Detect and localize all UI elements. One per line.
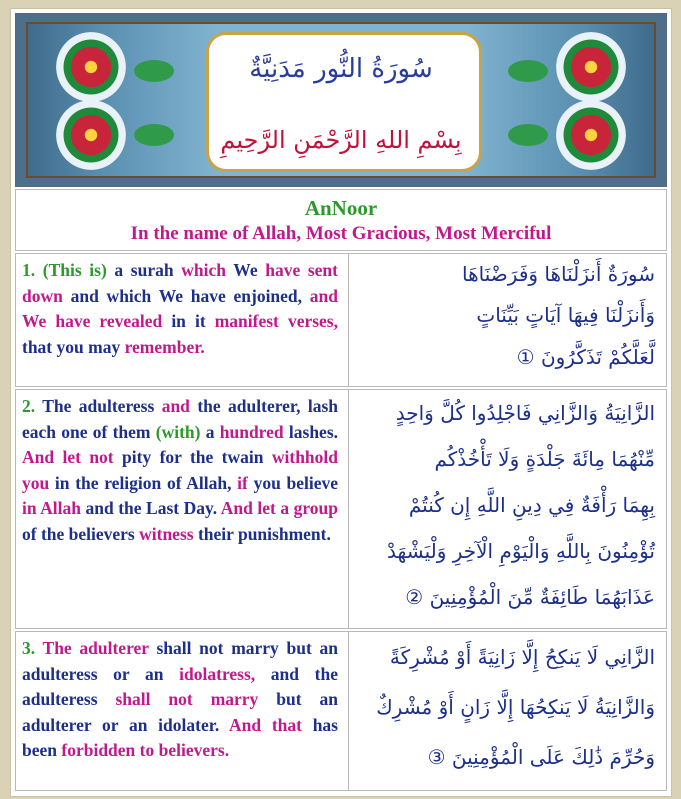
arabic-line: وَحُرِّمَ ذَٰلِكَ عَلَى الْمُؤْمِنِينَ ③: [427, 745, 655, 769]
verse-text-segment: and the Last Day.: [80, 498, 221, 518]
arabic-line: مِّنْهُمَا مِائَةَ جَلْدَةٍ وَلَا تَأْخُذْكُم: [434, 447, 655, 471]
surah-title-arabic: سُورَةُ النُّور مَدَنِيَّةٌ: [249, 54, 433, 84]
arabic-line: لَّعَلَّكُمْ تَذَكَّرُونَ ①: [516, 344, 655, 369]
verse-english: [22, 258, 338, 360]
verse-text-segment: in it: [162, 311, 215, 331]
verse-text-segment: but an adulterer or an idolater.: [22, 689, 338, 735]
flower-ornament-icon: [556, 100, 626, 170]
verse-text-segment: hundred: [219, 421, 284, 442]
flower-ornament-icon: [56, 32, 126, 102]
arabic-line: عَذَابَهُمَا طَائِفَةٌ مِّنَ الْمُؤْمِنِينَ ②: [405, 585, 655, 609]
header-banner: [15, 13, 667, 187]
arabic-line: وَالزَّانِيَةُ لَا يَنكِحُهَا إِلَّا زَانٍ أَوْ مُشْرِكٌ: [376, 695, 655, 719]
verse-text-segment: idolatress,: [179, 663, 256, 684]
verse-text-segment: the adulterer,: [197, 396, 301, 416]
verse-text-segment: a: [200, 421, 220, 442]
verse-text-segment: The: [35, 396, 79, 416]
surah-name: AnNoor: [304, 196, 378, 220]
verse-text-segment: 3.: [22, 638, 36, 658]
verse-text-segment: if: [237, 472, 248, 493]
verse-text-segment: you believe: [247, 472, 338, 493]
verse-row: [15, 389, 667, 629]
verse-text-segment: their punishment.: [193, 523, 331, 544]
verse-text-segment: and the adulteress: [22, 663, 338, 709]
verse-text-segment: lash each one of them: [22, 396, 339, 442]
verse-english: [22, 394, 338, 547]
verse-text-segment: shall not marry but an: [148, 638, 339, 658]
verse-text-segment: And that: [229, 714, 302, 735]
verse-text-segment: and: [154, 396, 198, 416]
verse-text-segment: withhold you: [22, 447, 339, 493]
verse-text-segment: have sent down: [22, 260, 338, 306]
verse-text-segment: remember.: [124, 336, 205, 357]
leaf-ornament-icon: [508, 60, 548, 82]
basmala-arabic: بِسْمِ اللهِ الرَّحْمَنِ الرَّحِيمِ: [220, 126, 462, 154]
verse-text-segment: And let a group: [220, 498, 338, 518]
verse-text-segment: of the believers: [22, 523, 140, 544]
verse-text-segment: forbidden to believers.: [61, 740, 230, 760]
flower-ornament-icon: [556, 32, 626, 102]
verse-text-segment: or an: [97, 663, 180, 684]
arabic-line: الزَّانِيَةُ وَالزَّانِي فَاجْلِدُوا كُلَّ وَاحِدٍ: [395, 401, 655, 425]
verse-text-segment: and We have revealed: [22, 285, 338, 331]
page: [10, 8, 672, 797]
verse-row: [15, 631, 667, 791]
verse-text-segment: 2.: [22, 396, 36, 416]
leaf-ornament-icon: [508, 124, 548, 146]
flower-ornament-icon: [56, 100, 126, 170]
arabic-line: تُؤْمِنُونَ بِاللَّهِ وَالْيَوْمِ الْآخِرِ وَلْيَشْهَدْ: [387, 539, 655, 563]
arabic-line: سُورَةٌ أَنزَلْنَاهَا وَفَرَضْنَاهَا: [462, 262, 655, 286]
verse-text-segment: witness: [139, 523, 194, 544]
basmala-english: In the name of Allah, Most Gracious, Most Merciful: [130, 223, 552, 244]
verse-text-segment: adulteress: [78, 396, 155, 416]
verse-text-segment: which: [181, 260, 226, 280]
verse-text-segment: a surah: [106, 260, 182, 280]
verse-text-segment: and which We have enjoined,: [62, 285, 310, 306]
verse-row: [15, 253, 667, 387]
verse-text-segment: in Allah: [22, 498, 81, 518]
verse-text-segment: in the religion of Allah,: [49, 472, 238, 493]
verse-text-segment: has been: [22, 714, 338, 760]
verse-text-segment: And let not: [22, 447, 114, 467]
verse-text-segment: adulteress: [22, 663, 98, 684]
verse-arabic: [348, 632, 667, 790]
verse-text-segment: We: [225, 260, 266, 280]
arabic-line: بِهِمَا رَأْفَةٌ فِي دِينِ اللَّهِ إِن كُنتُمْ: [408, 493, 655, 517]
verse-arabic: [348, 254, 667, 386]
leaf-ornament-icon: [134, 60, 174, 82]
title-block: [15, 189, 667, 251]
verse-english: [22, 636, 338, 764]
verse-text-segment: that you may: [22, 336, 125, 357]
arabic-line: وَأَنزَلْنَا فِيهَا آيَاتٍ بَيِّنَاتٍ: [476, 303, 655, 328]
verse-text-segment: pity for the twain: [113, 447, 272, 467]
verse-text-segment: lashes.: [283, 421, 339, 442]
leaf-ornament-icon: [134, 124, 174, 146]
verse-text-segment: 1. (This is): [22, 260, 107, 280]
arabic-line: الزَّانِي لَا يَنكِحُ إِلَّا زَانِيَةً أَوْ مُشْرِكَةً: [389, 645, 655, 669]
verse-text-segment: The adulterer: [35, 638, 149, 658]
verse-text-segment: shall not marry: [115, 689, 259, 709]
verse-text-segment: manifest verses,: [214, 311, 338, 331]
verse-text-segment: (with): [155, 421, 201, 442]
verse-arabic: [348, 390, 667, 628]
